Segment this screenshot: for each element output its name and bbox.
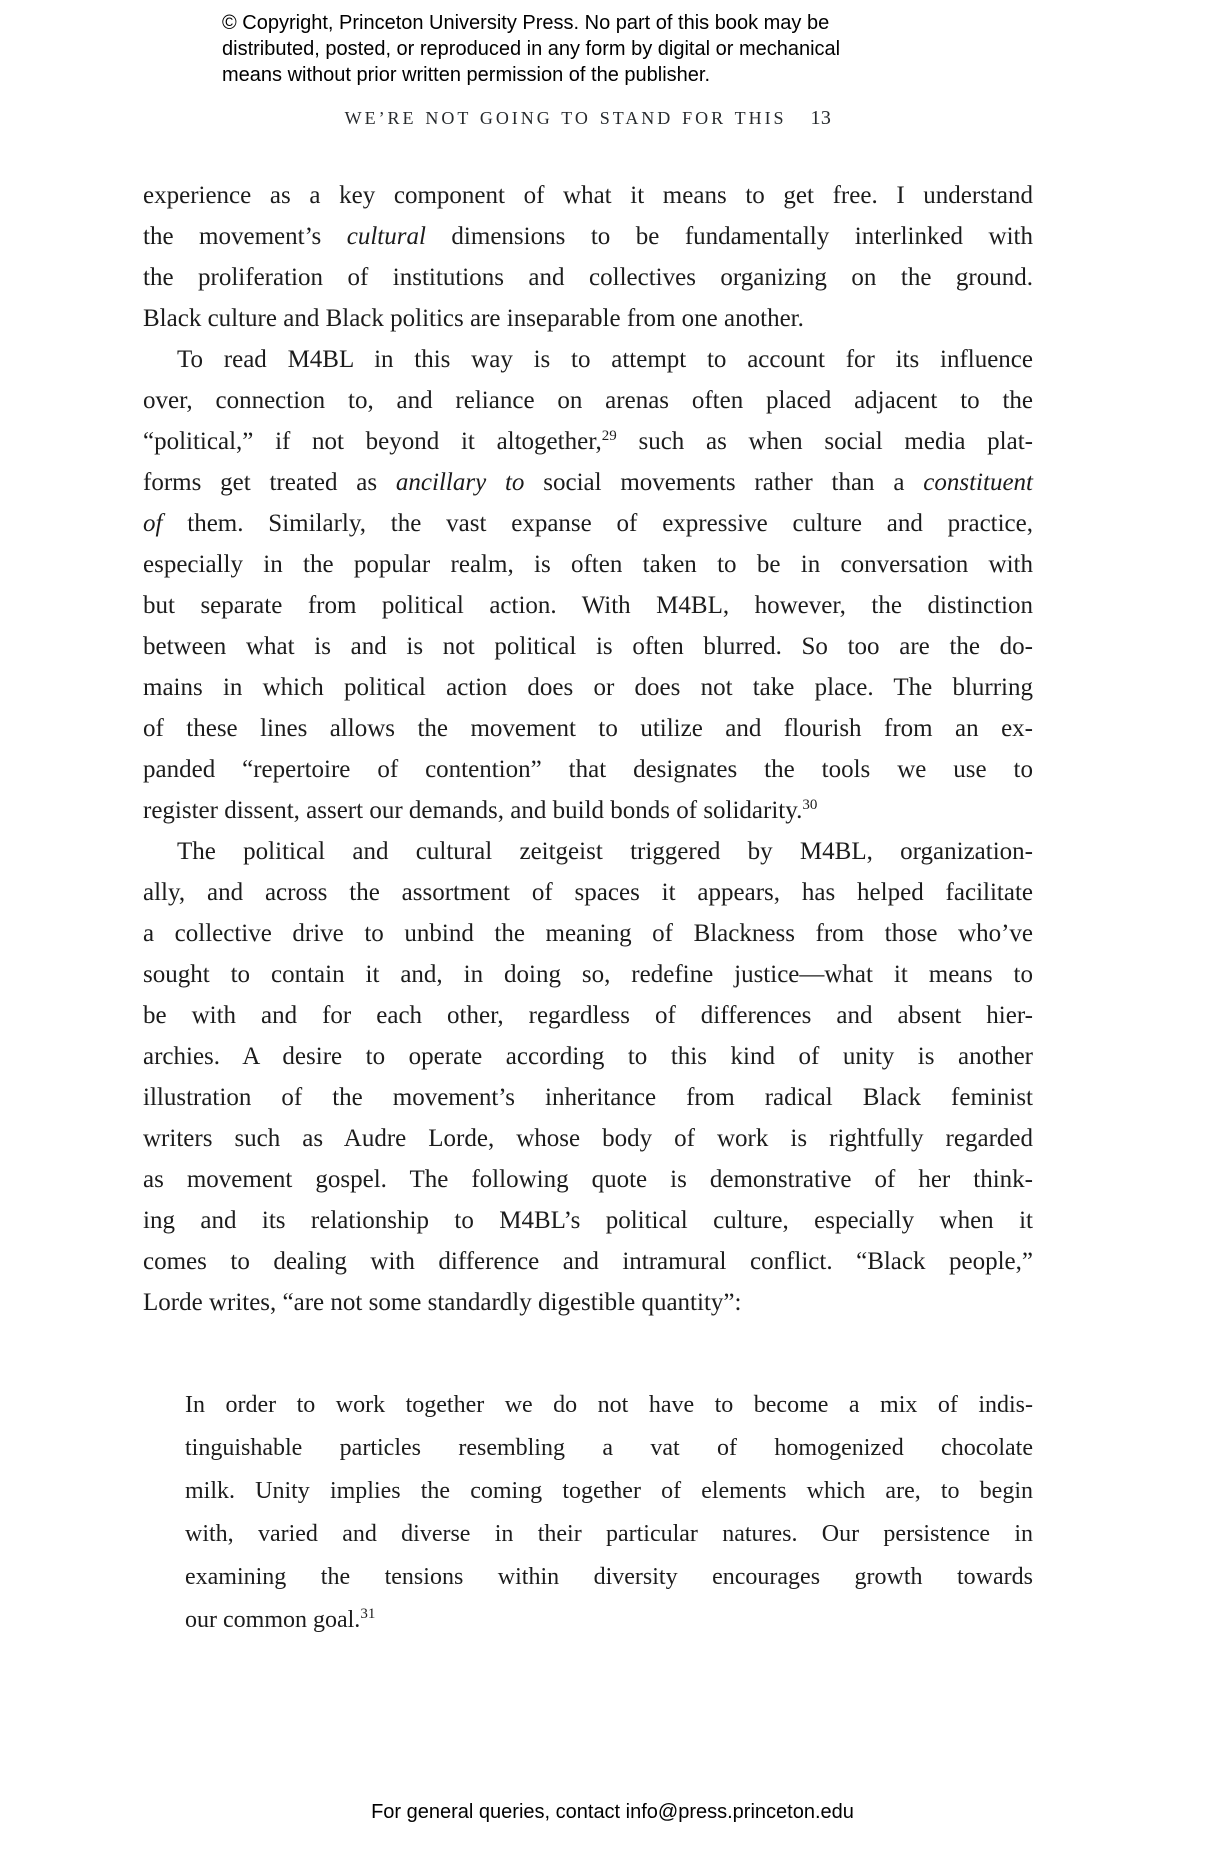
running-header bbox=[143, 107, 1033, 130]
footnote-ref: 30 bbox=[802, 797, 818, 813]
page-body bbox=[143, 175, 1033, 1642]
text-line: The political and cultural zeitgeist triggered by M4BL, organization- bbox=[177, 838, 1033, 865]
text-line: examining the tensions within diversity encourages growth towards bbox=[185, 1564, 1033, 1590]
page-number: 13 bbox=[810, 107, 832, 129]
text-line: ally, and across the assortment of spaces it appears, has helped facilitate bbox=[143, 879, 1033, 906]
text-line: panded “repertoire of contention” that designates the tools we use to bbox=[143, 756, 1033, 783]
text-line: the proliferation of institutions and collectives organizing on the ground. bbox=[143, 264, 1033, 291]
footnote-ref: 29 bbox=[601, 428, 617, 444]
text-line: a collective drive to unbind the meaning of Blackness from those who’ve bbox=[143, 920, 1033, 947]
text-line: be with and for each other, regardless of differences and absent hier- bbox=[143, 1002, 1033, 1029]
text-line: sought to contain it and, in doing so, redefine justice—what it means to bbox=[143, 961, 1033, 988]
text-line: comes to dealing with difference and intramural conflict. “Black people,” bbox=[143, 1248, 1033, 1275]
text-line: archies. A desire to operate according to this kind of unity is another bbox=[143, 1043, 1033, 1070]
text-line: register dissent, assert our demands, and build bonds of solidarity.$^{30}$ bbox=[143, 797, 818, 824]
running-header-title: WE’RE NOT GOING TO STAND FOR THIS bbox=[344, 108, 787, 128]
text-line: but separate from political action. With M4BL, however, the distinction bbox=[143, 592, 1033, 619]
blockquote bbox=[185, 1384, 1033, 1642]
copyright-line: means without prior written permission of the publisher. bbox=[222, 64, 711, 86]
text-line: Lorde writes, “are not some standardly digestible quantity”: bbox=[143, 1289, 742, 1316]
text-line: tinguishable particles resembling a vat of homogenized chocolate bbox=[185, 1435, 1033, 1461]
text-line: illustration of the movement’s inheritance from radical Black feminist bbox=[143, 1084, 1033, 1111]
text-line: experience as a key component of what it means to get free. I understand bbox=[143, 182, 1033, 209]
text-line: as movement gospel. The following quote is demonstrative of her think- bbox=[143, 1166, 1033, 1193]
text-line: ing and its relationship to M4BL’s political culture, especially when it bbox=[143, 1207, 1033, 1234]
paragraph bbox=[143, 175, 1033, 339]
text-line: writers such as Audre Lorde, whose body of work is rightfully regarded bbox=[143, 1125, 1033, 1152]
text-line: of them. Similarly, the vast expanse of expressive culture and practice, bbox=[143, 510, 1033, 537]
text-line: milk. Unity implies the coming together of elements which are, to begin bbox=[185, 1478, 1033, 1504]
text-line: Black culture and Black politics are inseparable from one another. bbox=[143, 305, 804, 332]
text-line: the movement’s cultural dimensions to be fundamentally interlinked with bbox=[143, 223, 1033, 250]
text-line: forms get treated as ancillary to social movements rather than a constituent bbox=[143, 469, 1033, 496]
text-line: with, varied and diverse in their particular natures. Our persistence in bbox=[185, 1521, 1033, 1547]
copyright-line: © Copyright, Princeton University Press. No part of this book may be bbox=[222, 12, 830, 34]
text-line: our common goal.$^{31}$ bbox=[185, 1606, 376, 1633]
copyright-line: distributed, posted, or reproduced in any form by digital or mechanical bbox=[222, 38, 841, 60]
text-line: especially in the popular realm, is often taken to be in conversation with bbox=[143, 551, 1033, 578]
paragraph bbox=[143, 831, 1033, 1323]
footnote-ref: 31 bbox=[360, 1606, 376, 1622]
text-line: In order to work together we do not have to become a mix of indis- bbox=[185, 1392, 1033, 1418]
text-line: “political,” if not beyond it altogether,$^{29}$ such as when social media plat- bbox=[143, 428, 1033, 455]
text-line: To read M4BL in this way is to attempt to account for its influence bbox=[177, 346, 1033, 373]
copyright-notice bbox=[222, 10, 840, 88]
text-line: over, connection to, and reliance on arenas often placed adjacent to the bbox=[143, 387, 1033, 414]
text-line: between what is and is not political is often blurred. So too are the do- bbox=[143, 633, 1033, 660]
paragraph bbox=[143, 339, 1033, 831]
page-footer bbox=[0, 1801, 1225, 1824]
text-line: mains in which political action does or does not take place. The blurring bbox=[143, 674, 1033, 701]
text-line: of these lines allows the movement to utilize and flourish from an ex- bbox=[143, 715, 1033, 742]
footer-contact: For general queries, contact info@press.princeton.edu bbox=[371, 1801, 854, 1823]
